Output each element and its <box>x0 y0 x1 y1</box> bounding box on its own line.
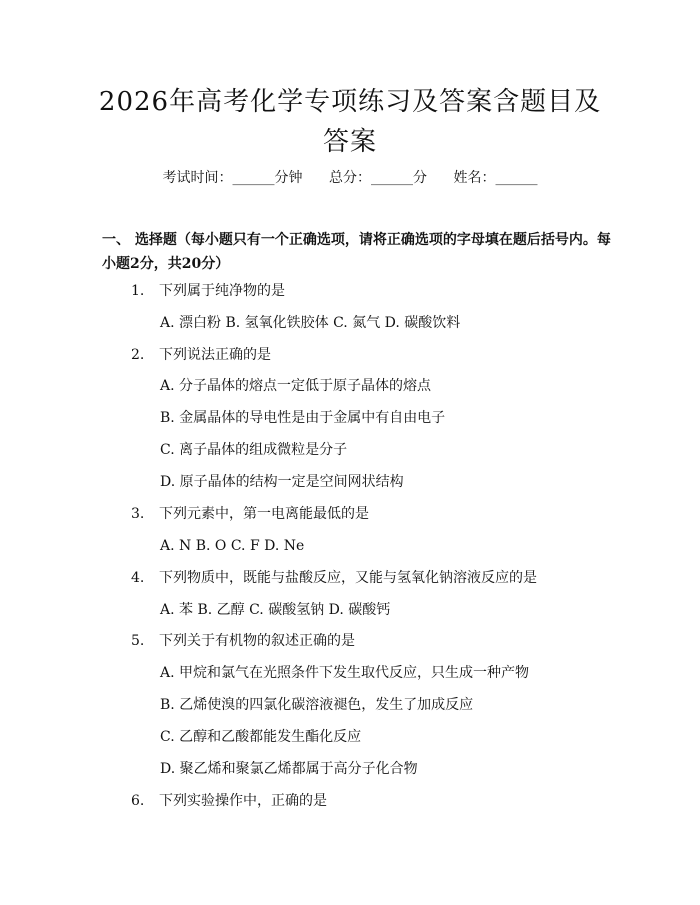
question-5-option-d: D. 聚乙烯和聚氯乙烯都属于高分子化合物 <box>160 761 418 777</box>
student-name: 姓名：______ <box>453 170 538 186</box>
question-3 <box>131 504 369 524</box>
question-text: 下列关于有机物的叙述正确的是 <box>159 633 355 649</box>
question-text: 下列物质中，既能与盐酸反应，又能与氢氧化钠溶液反应的是 <box>159 570 537 586</box>
question-6 <box>131 791 327 811</box>
question-1-options: A. 漂白粉 B. 氢氧化铁胶体 C. 氮气 D. 碳酸饮料 <box>160 315 461 331</box>
question-5-option-a: A. 甲烷和氯气在光照条件下发生取代反应，只生成一种产物 <box>160 665 530 681</box>
question-text: 下列说法正确的是 <box>159 347 271 363</box>
question-5 <box>131 631 355 651</box>
question-number: 1. <box>131 283 145 299</box>
question-number: 3. <box>131 506 145 522</box>
question-number: 2. <box>131 347 145 363</box>
question-number: 5. <box>131 633 145 649</box>
question-2 <box>131 345 271 365</box>
document-title: 2026年高考化学专项练习及答案含题目及答案 <box>98 87 602 157</box>
question-text: 下列实验操作中，正确的是 <box>159 793 327 809</box>
exam-time: 考试时间：______分钟 <box>162 170 303 186</box>
question-number: 6. <box>131 793 145 809</box>
question-3-options: A. N B. O C. F D. Ne <box>160 538 305 554</box>
question-4 <box>131 568 537 588</box>
question-text: 下列元素中，第一电离能最低的是 <box>159 506 369 522</box>
question-5-option-c: C. 乙醇和乙酸都能发生酯化反应 <box>160 729 362 745</box>
question-5-option-b: B. 乙烯使溴的四氯化碳溶液褪色，发生了加成反应 <box>160 697 474 713</box>
question-2-option-c: C. 离子晶体的组成微粒是分子 <box>160 442 348 458</box>
question-number: 4. <box>131 570 145 586</box>
section-heading: 一、 选择题（每小题只有一个正确选项，请将正确选项的字母填在题后括号内。每小题2分，共20分） <box>102 232 611 272</box>
question-text: 下列属于纯净物的是 <box>159 283 285 299</box>
question-2-option-a: A. 分子晶体的熔点一定低于原子晶体的熔点 <box>160 378 432 394</box>
question-1 <box>131 281 285 301</box>
question-2-option-b: B. 金属晶体的导电性是由于金属中有自由电子 <box>160 410 446 426</box>
exam-meta <box>0 168 700 188</box>
question-2-option-d: D. 原子晶体的结构一定是空间网状结构 <box>160 474 404 490</box>
question-4-options: A. 苯 B. 乙醇 C. 碳酸氢钠 D. 碳酸钙 <box>160 602 391 618</box>
total-score: 总分：______分 <box>329 170 427 186</box>
